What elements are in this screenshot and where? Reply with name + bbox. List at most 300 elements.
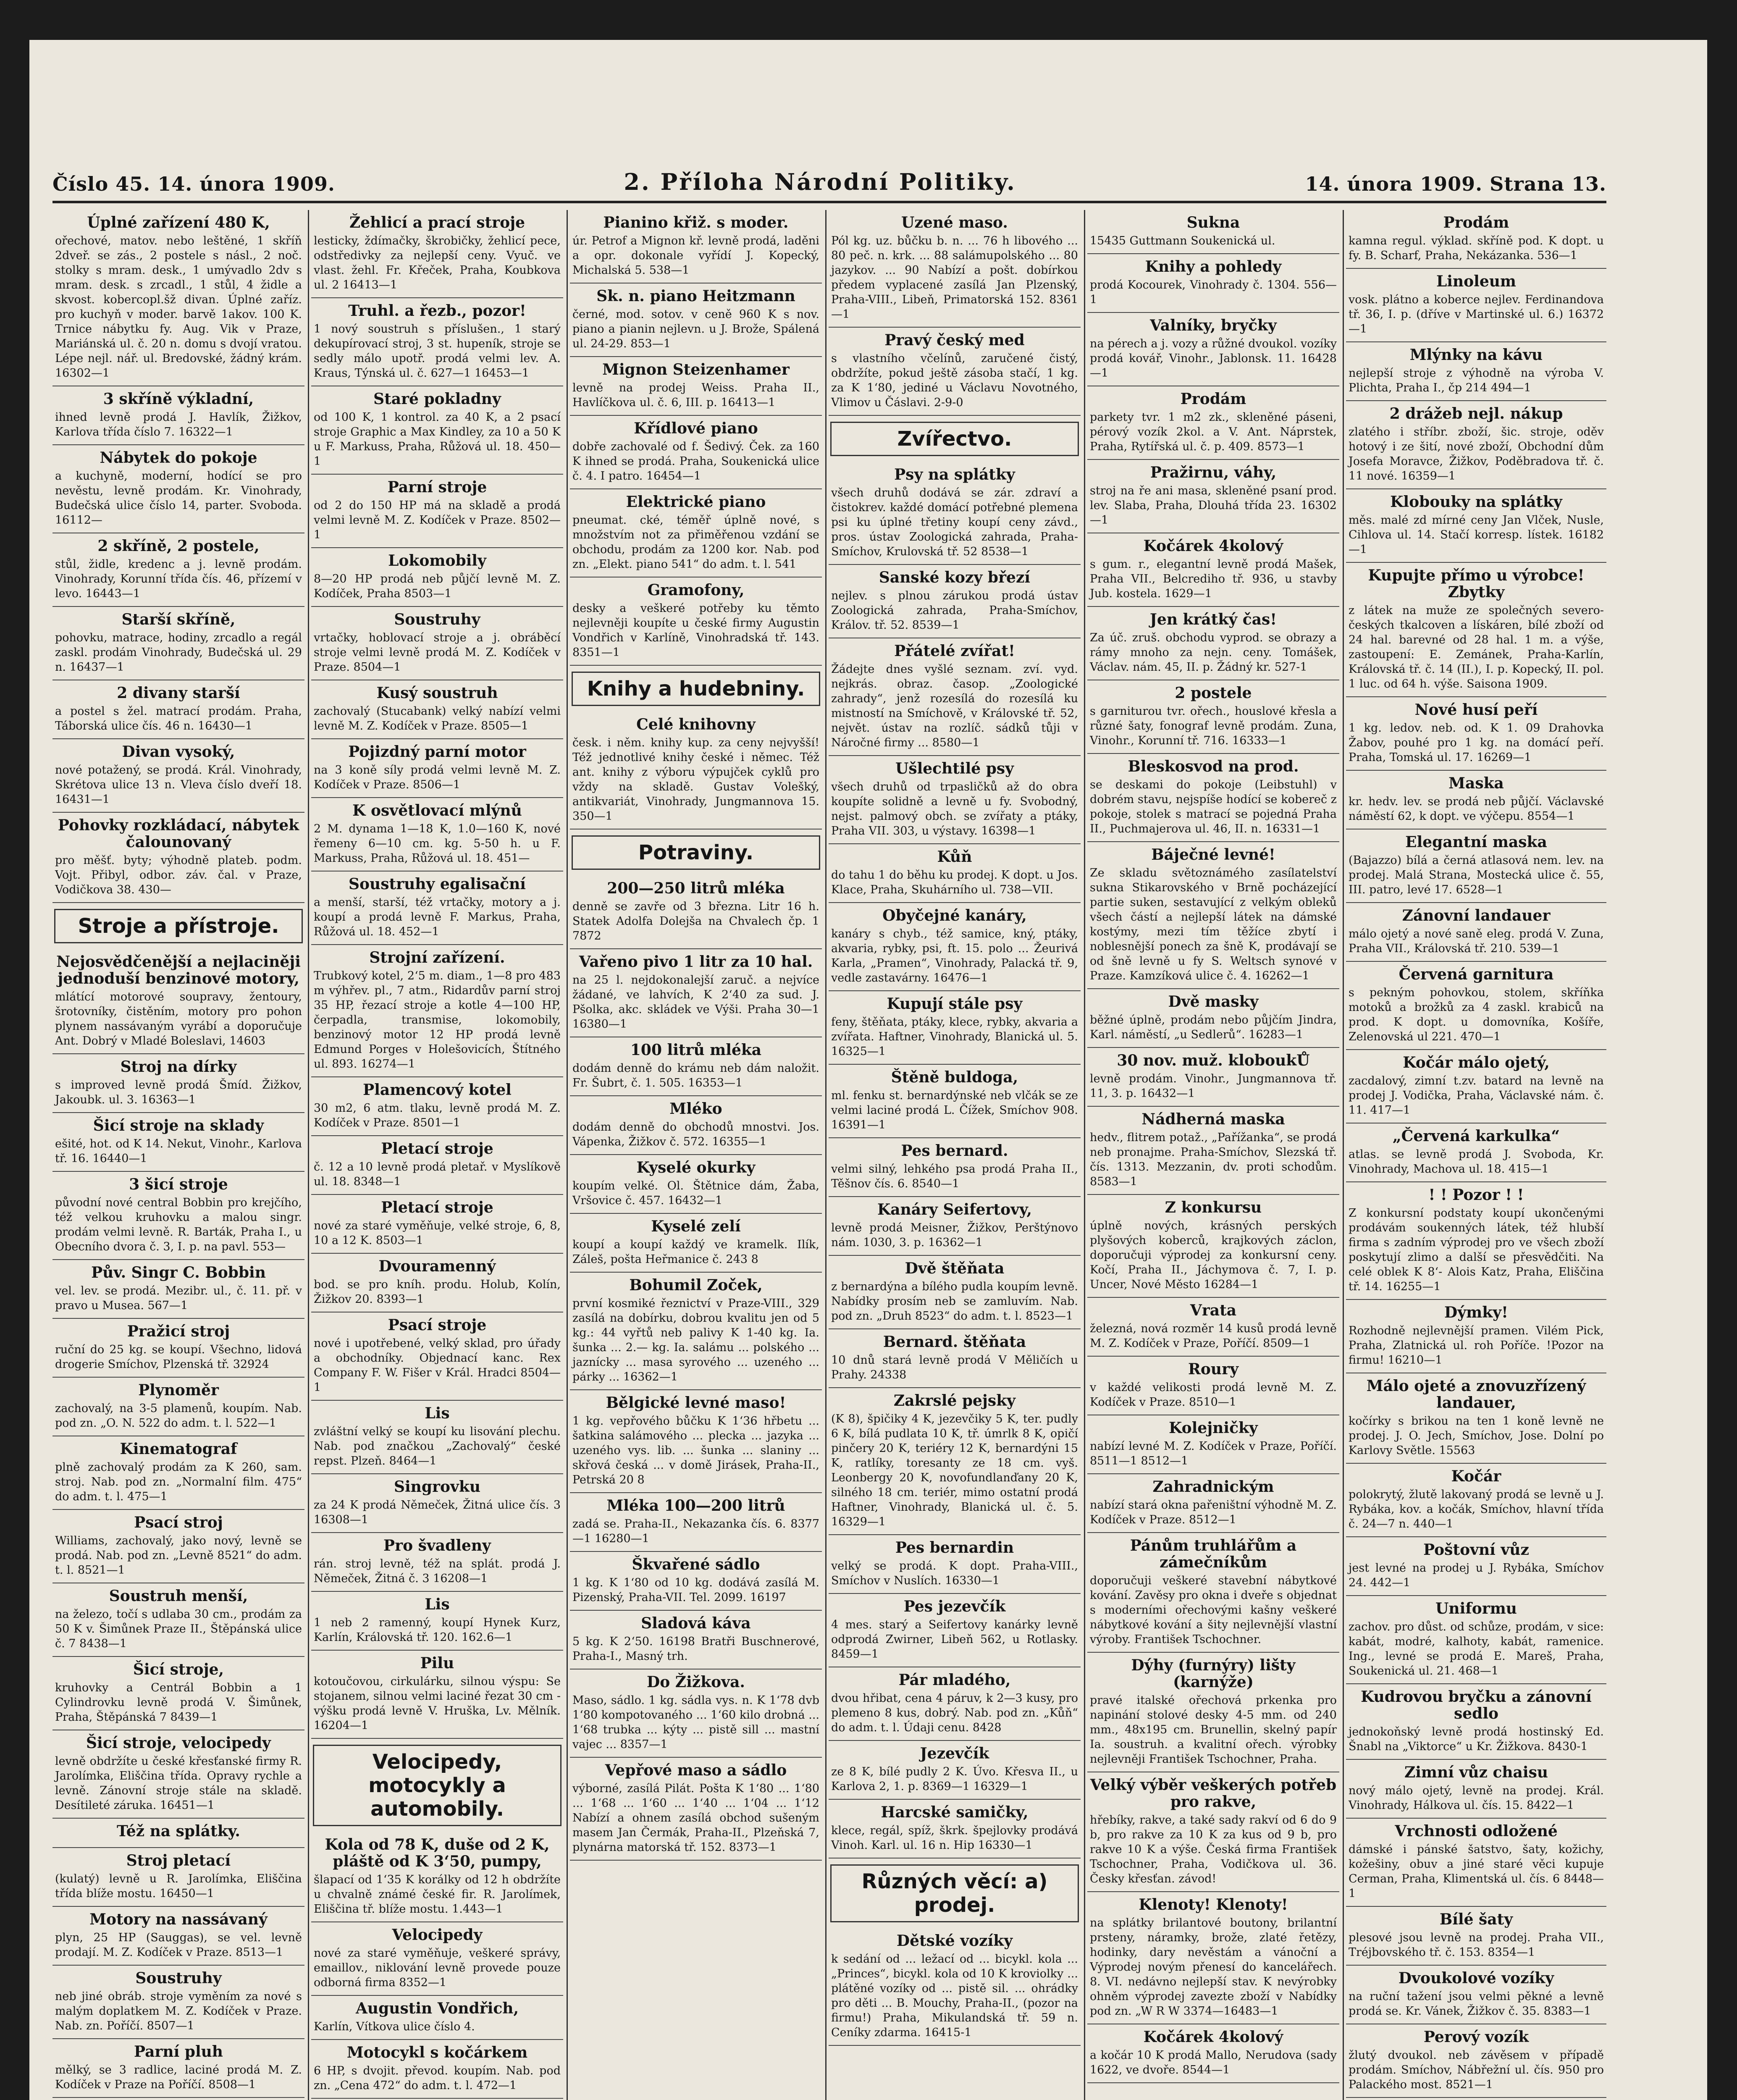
ad-text: desky a veškeré potřeby ku těmto nejlevněji koupíte u české firmy Augustin Vondřich v Karlíně, Vinohradská tř. 143. 8351—1 bbox=[572, 602, 819, 659]
classified-ad bbox=[829, 991, 1081, 1065]
classified-ad bbox=[570, 1273, 822, 1390]
ad-text: levně na prodej Weiss. Praha II., Havlíčkova ul. č. 6, III. p. 16413—1 bbox=[572, 381, 819, 409]
ad-title: Kinematograf bbox=[120, 1440, 237, 1458]
ad-text: levně obdržíte u české křesťanské firmy R. Jarolímka, Eliščina třída. Opravy rychle a levně. Zánovní stroje stále na skladě. Desítileté záruka. 16451—1 bbox=[55, 1755, 302, 1812]
ad-title: Maska bbox=[1448, 774, 1504, 792]
classified-ad bbox=[311, 607, 563, 680]
classified-ad bbox=[570, 1611, 822, 1670]
classified-ad bbox=[52, 1378, 304, 1436]
ad-title: Z konkursu bbox=[1165, 1199, 1262, 1216]
ad-text: feny, štěňata, ptáky, klece, rybky, akvaria a zvířata. Haftner, Vinohrady, Blanická ul. 5. 16325—1 bbox=[831, 1016, 1078, 1058]
ad-text: jednokoňský levně prodá hostinský Ed. Šnabl na „Viktorce“ u Kr. Žižkova. 8430-1 bbox=[1349, 1725, 1604, 1753]
ad-title: Vrata bbox=[1190, 1302, 1237, 1319]
ad-text: (K 8), špičiky 4 K, jezevčiky 5 K, ter. pudly 6 K, bílá pudlata 10 K, tř. úmrlk 8 K, opičí pinčery 20 K, teriéry 12 K, bernardýni 15 K, ratlíky, toresanty ze 18 cm. vyš. Leonbergy 20 K, novofundlanďany 20 K, silného 18 cm. teriér, mimo ostatní prodá Haftner, Vinohrady, Blanická ul. č. 5. 16329—1 bbox=[831, 1412, 1078, 1528]
ad-title: Kůň bbox=[937, 848, 972, 866]
ad-title: Klenoty! Klenoty! bbox=[1139, 1896, 1288, 1914]
ad-text: všech druhů dodává se zár. zdraví a čistokrev. každé domácí potřebné plemena psi ku úplné třetiny koupí ceny závd., pros. ústav Zoologická zahrada, Praha-Smíchov, Krulovská tř. 52 8538—1 bbox=[831, 486, 1078, 558]
ad-title: Úplné zařízení 480 K, bbox=[87, 214, 270, 231]
ad-text: původní nové central Bobbin pro krejčího, též velkou kruhovku a malou singr. prodám velmi levně. R. Barták, Praha I., u Obecního dvora č. 3, I. p. na pavl. 553— bbox=[55, 1196, 302, 1253]
classified-ad bbox=[570, 712, 822, 830]
ad-title: Psací stroj bbox=[134, 1514, 223, 1531]
ad-text: k sedání od ... ležací od ... bicykl. kola ... „Princes“, bicykl. kola od 10 K kroviolky ... plátěné vozíky od ... pistě sil. ... ohrádky pro děti ... B. Mouchy, Praha-II., (pozor na firmu!) Praha, Mikulandská tř. 59 n. Ceníky zdarma. 16415-1 bbox=[831, 1953, 1078, 2039]
classified-ad bbox=[311, 1195, 563, 1254]
classified-ad bbox=[570, 876, 822, 949]
column-2 bbox=[311, 210, 563, 2100]
classified-ad bbox=[829, 1065, 1081, 1138]
classified-ad bbox=[829, 210, 1081, 328]
ad-text: levně prodám. Vinohr., Jungmannova tř. 11, 3. p. 16432—1 bbox=[1090, 1072, 1337, 1100]
ad-title: Sladová káva bbox=[641, 1614, 751, 1632]
ad-text: černé, mod. sotov. v ceně 960 K s nov. piano a pianin nejlevn. u J. Brože, Spálená ul. 24-29. 853—1 bbox=[572, 308, 819, 350]
ad-title: Bílé šaty bbox=[1439, 1911, 1513, 1928]
classified-ad bbox=[311, 386, 563, 475]
ad-title: Gramofony, bbox=[647, 581, 745, 599]
column-divider bbox=[825, 210, 827, 2100]
ad-title: Stroj pletací bbox=[126, 1852, 231, 1869]
classified-ad bbox=[829, 756, 1081, 844]
classified-ad bbox=[570, 1155, 822, 1214]
classified-ad bbox=[829, 462, 1081, 565]
ad-text: běžné úplně, prodám nebo půjčím Jindra, Karl. náměstí, „u Sedlerů“. 16283—1 bbox=[1090, 1013, 1337, 1041]
ad-title: Kola od 78 K, duše od 2 K, pláště od K 3‘50, pumpy, bbox=[325, 1836, 550, 1870]
classified-ad bbox=[829, 638, 1081, 756]
ad-title: Uniformu bbox=[1435, 1600, 1517, 1617]
ad-text: kamna regul. výklad. skříně pod. K dopt. u fy. B. Scharf, Praha, Nekázanka. 536—1 bbox=[1349, 234, 1604, 262]
classified-ad bbox=[52, 949, 304, 1054]
classified-ad bbox=[1346, 563, 1606, 697]
ad-text: a postel s žel. matrací prodám. Praha, Táborská ulice čís. 46 n. 16430—1 bbox=[55, 705, 302, 732]
ad-text: vel. lev. se prodá. Mezibr. ul., č. 11. př. v pravo u Musea. 567—1 bbox=[55, 1284, 302, 1312]
ad-title: Pro švadleny bbox=[383, 1537, 491, 1554]
ad-text: kotoučovou, cirkulárku, silnou výspu: Se stojanem, silnou velmi laciné řezat 30 cm - výšku prodá levně V. Hruška, Lv. Mělník. 16204—1 bbox=[314, 1675, 561, 1732]
ad-text: dodám denně do obchodů mnostvi. Jos. Vápenka, Žižkov č. 572. 16355—1 bbox=[572, 1121, 819, 1148]
ad-text: levně prodá Meisner, Žižkov, Perštýnovo nám. 1030, 3. p. 16362—1 bbox=[831, 1221, 1078, 1249]
page-header bbox=[52, 166, 1606, 195]
ad-title: Kanáry Seifertovy, bbox=[877, 1201, 1032, 1218]
ad-text: zadá se. Praha-II., Nekazanka čís. 6. 8377—1 16280—1 bbox=[572, 1517, 819, 1545]
classified-ad bbox=[1087, 1048, 1339, 1107]
classified-ad bbox=[1346, 830, 1606, 903]
classified-ad bbox=[1087, 1892, 1339, 2024]
ad-text: se deskami do pokoje (Leibstuhl) v dobrém stavu, nejspíše hodící se kobereč z pokoje, stolek s matrací se pojedná Praha II., Puchmajerova ul. 46, II. n. 16331—1 bbox=[1090, 778, 1337, 835]
classified-ad bbox=[570, 1552, 822, 1611]
ad-title: 2 postele bbox=[1175, 684, 1252, 702]
classified-ad bbox=[829, 1535, 1081, 1594]
classified-ad bbox=[1087, 2024, 1339, 2083]
classified-ad bbox=[1087, 1533, 1339, 1653]
ad-title: Starší skříně, bbox=[121, 611, 236, 628]
classified-ad bbox=[1346, 1907, 1606, 1966]
classified-ad bbox=[1087, 1298, 1339, 1357]
ad-title: Bernard. štěňata bbox=[883, 1333, 1026, 1351]
classified-ad bbox=[52, 1657, 304, 1730]
ad-text: Maso, sádlo. 1 kg. sádla vys. n. K 1‘78 dvb 1‘80 kompotovaného ... 1‘60 kilo drobná ... 1‘68 trubka ... kýty ... pistě sill ... mastní vajec ... 8357—1 bbox=[572, 1694, 819, 1751]
section-heading: Různých věcí: a) prodej. bbox=[830, 1864, 1079, 1922]
ad-title: Linoleum bbox=[1436, 273, 1517, 290]
ad-title: K osvětlovací mlýnů bbox=[352, 802, 522, 819]
classified-ad bbox=[1087, 607, 1339, 680]
classified-ad bbox=[829, 1800, 1081, 1858]
classified-ad bbox=[311, 298, 563, 386]
column-6 bbox=[1346, 210, 1606, 2100]
ad-title: Soustruhy bbox=[394, 611, 480, 628]
ad-title: Šicí stroje, velocipedy bbox=[86, 1734, 271, 1752]
classified-ad bbox=[1346, 2098, 1606, 2100]
ad-title: Sk. n. piano Heitzmann bbox=[596, 287, 795, 305]
ad-title: Velký výběr veškerých potřeb pro rakve, bbox=[1090, 1776, 1337, 1811]
ad-title: Dětské vozíky bbox=[896, 1932, 1013, 1950]
header-title: 2. Příloha Národní Politiky. bbox=[624, 168, 1016, 195]
classified-ad bbox=[1346, 269, 1606, 342]
ad-text: plně zachovalý prodám za K 260, sam. stroj. Nab. pod zn. „Normalní film. 475“ do adm. t. l. 475—1 bbox=[55, 1461, 302, 1503]
ad-text: doporučuji veškeré stavební nábytkové kování. Zavěsy pro okna i dveře s objednat s moderními ořechovými kašny veškeré nábytkové kování a šity nejlevnější vlastní výroby. František Tschochner. bbox=[1090, 1574, 1337, 1646]
column-1 bbox=[52, 210, 304, 2100]
ad-title: Knihy a pohledy bbox=[1145, 258, 1282, 276]
ad-text: výborné, zasílá Pilát. Pošta K 1‘80 ... 1‘80 ... 1‘68 ... 1‘60 ... 1‘40 ... 1‘04 ... 1‘12 Nabízí a ohnem zasílá obchod sušeným masem Jan Čermák, Praha-II., Plzeňská 7, plynárna matorská tř. 152. 8373—1 bbox=[572, 1782, 819, 1854]
ad-text: prodá Kocourek, Vinohrady č. 1304. 556—1 bbox=[1090, 278, 1337, 306]
ad-text: koupí a koupí každý ve kramelk. Ilík, Záleš, pošta Heřmanice č. 243 8 bbox=[572, 1238, 819, 1266]
ad-text: šlapací od 1‘35 K korálky od 12 h obdržíte u chvalně známé české fir. R. Jarolímek, Eliščina tř. blíže mostu. 1.443—1 bbox=[314, 1873, 561, 1916]
classified-ad bbox=[1087, 386, 1339, 460]
ad-title: Též na splátky. bbox=[117, 1822, 240, 1840]
ad-text: úplně nových, krásných perských plyšových koberců, krajkových záclon, doporučuji výprodej za konkursní ceny. Kočí, Praha II., Jáchymova č. 7, I. p. Uncer, Nové Město 16284—1 bbox=[1090, 1219, 1337, 1291]
ad-title: Pův. Singr C. Bobbin bbox=[91, 1264, 266, 1281]
classified-ad bbox=[52, 680, 304, 739]
section-heading: Zvířectvo. bbox=[830, 422, 1079, 456]
classified-ad bbox=[52, 2039, 304, 2098]
column-divider bbox=[567, 210, 568, 2100]
ad-text: vrtačky, hoblovací stroje a j. obráběcí stroje velmi levně prodá M. Z. Kodíček v Praze. 8504—1 bbox=[314, 631, 561, 674]
classified-ad bbox=[829, 328, 1081, 416]
ad-text: Za úč. zruš. obchodu vyprod. se obrazy a rámy mnoho za nejn. ceny. Tomášek, Václav. nám. 45, II. p. Žádný kr. 527-1 bbox=[1090, 631, 1337, 674]
ad-title: Poštovní vůz bbox=[1423, 1541, 1529, 1559]
ad-text: (kulatý) levně u R. Jarolímka, Eliščina třída blíže mostu. 16450—1 bbox=[55, 1872, 302, 1900]
ad-title: Prodám bbox=[1443, 214, 1509, 231]
classified-ad bbox=[52, 1172, 304, 1260]
ad-text: zachovalý (Stucabank) velký nabízí velmi levně M. Z. Kodíček v Praze. 8505—1 bbox=[314, 705, 561, 732]
classified-ad bbox=[1346, 962, 1606, 1050]
ad-title: Elegantní maska bbox=[1405, 833, 1547, 851]
ad-title: Dýhy (furnýry) lišty (karnýže) bbox=[1131, 1656, 1296, 1691]
ad-text: nabízí levné M. Z. Kodíček v Praze, Poříčí. 8511—1 8512—1 bbox=[1090, 1440, 1337, 1467]
ad-text: z látek na muže ze společných severo-českých tkalcoven a lískáren, bílé zboží od 24 hal. barevné od 28 hal. 1 m. a výše, zastoupení: E. Zemánek, Praha-Karlín, Královská tř. č. 14 (II.), I. p. Kopecký, II. pol. 1 luc. od 64 h. výše. Saisona 1909. bbox=[1349, 604, 1604, 690]
ad-title: „Červená karkulka“ bbox=[1392, 1127, 1560, 1145]
ad-text: (Bajazzo) bílá a černá atlasová nem. lev. na prodej. Malá Strana, Mostecká ulice č. 55, III. patro, levé 17. 6528—1 bbox=[1349, 854, 1604, 896]
classified-ad bbox=[52, 1510, 304, 1583]
ad-title: Lis bbox=[425, 1596, 450, 1613]
section-heading: Knihy a hudebniny. bbox=[572, 672, 820, 706]
ad-text: nejlev. s plnou zárukou prodá ústav Zoologická zahrada, Praha-Smíchov, Králov. tř. 52. 8539—1 bbox=[831, 589, 1078, 632]
classified-ad bbox=[311, 798, 563, 872]
ad-title: 3 skříně výkladní, bbox=[103, 390, 254, 408]
ad-text: první kosmiké řeznictví v Praze-VIII., 329 zasílá na dobírku, dobrou kvalitu jen od 5 kg.: 44 vyřtů neb palivy K 1-40 kg. Ia. šunka ... 2.— kg. Ia. salámu ... polského ... jaznícky ... masa syrového ... uzeného ... párky ... 16362—1 bbox=[572, 1297, 819, 1383]
ad-text: úr. Petrof a Mignon kř. levně prodá, laděni a opr. dokonale vyřídí J. Kopecký, Michalská 5. 538—1 bbox=[572, 234, 819, 277]
ad-text: jest levné na prodej u J. Rybáka, Smíchov 24. 442—1 bbox=[1349, 1562, 1604, 1589]
ad-text: stroj na ře ani masa, skleněné psaní prod. lev. Slaba, Praha, Dlouhá třída 23. 16302—1 bbox=[1090, 484, 1337, 527]
classified-ad bbox=[52, 1583, 304, 1657]
classified-ad bbox=[1346, 1464, 1606, 1537]
ad-text: 1 nový soustruh s příslušen., 1 starý dekupírovací stroj, 3 st. hupeník, stroje se sedly málo upotř. prodá velmi lev. A. Kraus, Týnská ul. č. 627—1 16453—1 bbox=[314, 323, 561, 380]
ad-title: Mlýnky na kávu bbox=[1409, 346, 1543, 364]
ad-title: Valníky, bryčky bbox=[1150, 317, 1277, 334]
ad-title: Plynoměr bbox=[138, 1381, 219, 1399]
ad-text: ze 8 K, bílé pudly 2 K. Úvo. Křesva II., u Karlova 2, 1. p. 8369—1 16329—1 bbox=[831, 1765, 1078, 1793]
classified-ad bbox=[311, 1592, 563, 1651]
ad-title: Málo ojeté a znovuzřízený landauer, bbox=[1366, 1377, 1586, 1412]
ad-text: s gum. r., elegantní levně prodá Mašek, Praha VII., Belcrediho tř. 936, u stavby Jub. kostela. 1629—1 bbox=[1090, 558, 1337, 600]
ad-title: 200—250 litrů mléka bbox=[607, 879, 785, 897]
classified-ad bbox=[1346, 903, 1606, 962]
ad-text: hedv., flitrem potaž., „Pařížanka“, se prodá neb pronajme. Praha-Smíchov, Slezská tř. čís. 1313. Mezzanin, dv. proti schodům. 8583—1 bbox=[1090, 1131, 1337, 1188]
ad-title: Jen krátký čas! bbox=[1149, 611, 1277, 628]
ad-text: pro měšť. byty; výhodně plateb. podm. Vojt. Přibyl, odbor. záv. čal. v Praze, Vodičkova 38. 430— bbox=[55, 854, 302, 896]
ad-text: a kočár 10 K prodá Mallo, Nerudova (sady 1622, ve dvoře. 8544—1 bbox=[1090, 2049, 1337, 2076]
ad-text: zachovalý, na 3-5 plamenů, koupím. Nab. pod zn. „O. N. 522 do adm. t. l. 522—1 bbox=[55, 1402, 302, 1430]
ad-title: Škvařené sádlo bbox=[632, 1556, 760, 1573]
ad-text: Karlín, Vítkova ulice číslo 4. bbox=[314, 2020, 475, 2033]
ad-title: Zánovní landauer bbox=[1402, 907, 1551, 924]
ad-text: bod. se pro kníh. produ. Holub, Kolín, Žižkov 20. 8393—1 bbox=[314, 1278, 561, 1306]
ad-text: 30 m2, 6 atm. tlaku, levně prodá M. Z. Kodíček v Praze. 8501—1 bbox=[314, 1102, 561, 1129]
classified-ad bbox=[1346, 1300, 1606, 1373]
ad-title: Kočárek 4kolový bbox=[1143, 537, 1283, 555]
ad-text: nové za staré vyměňuje, veškeré správy, emaillov., niklování levně provede pouze odborná firma 8352—1 bbox=[314, 1947, 561, 1989]
classified-ad bbox=[52, 1966, 304, 2039]
classified-ad bbox=[1346, 1182, 1606, 1300]
ad-text: plesové jsou levně na prodej. Praha VII., Tréjbovského tř. č. 153. 8354—1 bbox=[1349, 1931, 1604, 1959]
ad-text: pneumat. cké, téměř úplně nové, s množstvím not za přiměřenou vzdání se obchodu, prodám za 1200 kor. Nab. pod zn. „Elekt. piano 541“ do adm. t. l. 541 bbox=[572, 514, 819, 571]
ad-text: na splátky brilantové boutony, brilantní prsteny, náramky, brože, zlaté řetězy, hodinky, dary nevěstám a vánoční a Výprodej novým přenesí do kancelářech. 8. VI. nedávno nejlepší stav. K nevýrobky ohněm výprodej zavezte zboží v Nabídky pod zn. „W R W 3374—16483—1 bbox=[1090, 1916, 1337, 2018]
ad-title: Bělgické levné maso! bbox=[606, 1394, 786, 1412]
ad-text: č. 12 a 10 levně prodá pletař. v Myslíkově ul. 18. 8348—1 bbox=[314, 1160, 561, 1188]
classified-ad bbox=[311, 739, 563, 798]
ad-title: Dvoukolové vozíky bbox=[1398, 1969, 1554, 1987]
ad-title: Velocipedy bbox=[392, 1926, 483, 1944]
ad-title: 30 nov. muž. kloboukŮ bbox=[1117, 1052, 1310, 1069]
classified-ad bbox=[829, 1256, 1081, 1329]
classified-ad bbox=[311, 1922, 563, 1996]
ad-text: kr. hedv. lev. se prodá neb půjčí. Václavské náměstí 62, k dopt. ve výčepu. 8554—1 bbox=[1349, 795, 1604, 823]
classified-ad bbox=[829, 1138, 1081, 1197]
ad-text: za 24 K prodá Němeček, Žitná ulice čís. 3 16308—1 bbox=[314, 1499, 561, 1526]
ad-title: Bohumil Zoček, bbox=[629, 1276, 763, 1294]
classified-ad bbox=[52, 739, 304, 813]
ad-text: nabízí stará okna pařeništní výhodně M. Z. Kodíček v Praze. 8512—1 bbox=[1090, 1499, 1337, 1526]
ad-text: pohovku, matrace, hodiny, zrcadlo a regál zaskl. prodám Vinohrady, Budečská ul. 29 n. 16437—1 bbox=[55, 631, 302, 674]
ad-title: Kudrovou bryčku a zánovní sedlo bbox=[1361, 1688, 1592, 1722]
ad-text: ešité, hot. od K 14. Nekut, Vinohr., Karlova tř. 16. 16440—1 bbox=[55, 1137, 302, 1165]
column-divider bbox=[308, 210, 309, 2100]
classified-ad bbox=[1087, 1357, 1339, 1415]
classified-ad bbox=[829, 1197, 1081, 1256]
ad-title: Kočár málo ojetý, bbox=[1403, 1054, 1550, 1071]
ad-text: nové potažený, se prodá. Král. Vinohrady, Skrétova ulice 13 n. Vleva číslo dveří 18. 16431—1 bbox=[55, 764, 302, 806]
ad-text: a menší, starší, též vrtačky, motory a j. koupí a prodá levně F. Markus, Praha, Růžová ul. 18. 452—1 bbox=[314, 896, 561, 938]
classified-ad bbox=[570, 1758, 822, 1861]
ad-title: Celé knihovny bbox=[636, 716, 756, 733]
ad-text: 8—20 HP prodá neb půjčí levně M. Z. Kodíček, Praha 8503—1 bbox=[314, 572, 561, 600]
ad-text: 1 kg. vepřového bůčku K 1‘36 hřbetu ... šatkina salámového ... plecka ... jazyka ... uzeného vys. lib. ... šunka ... slaniny ... skřová česká ... v domě Jirásek, Praha-II., Petrská 20 8 bbox=[572, 1415, 819, 1486]
ad-text: na železo, točí s udlaba 30 cm., prodám za 50 K v. Šimůnek Praze II., Štěpánská ulice č. 7 8438—1 bbox=[55, 1608, 302, 1650]
ad-title: Červená garnitura bbox=[1399, 966, 1554, 983]
classified-ad bbox=[1346, 1596, 1606, 1684]
classified-ad bbox=[1087, 1195, 1339, 1298]
ad-text: 1 kg. K 1‘80 od 10 kg. dodává zasílá M. Pizenský, Praha-VII. Tel. 2099. 16197 bbox=[572, 1576, 819, 1604]
ad-text: Rozhodně nejlevnější pramen. Vilém Pick, Praha, Zlatnická ul. roh Poříče. !Pozor na firmu! 16210—1 bbox=[1349, 1324, 1604, 1367]
ad-text: a kuchyně, moderní, hodící se pro nevěstu, levně prodám. Kr. Vinohrady, Budečská ulice číslo 14, parter. Svoboda. 16112— bbox=[55, 470, 302, 527]
ad-title: Jezevčík bbox=[920, 1745, 989, 1762]
ad-title: Zimní vůz chaisu bbox=[1404, 1764, 1548, 1781]
ad-title: Kočárek 4kolový bbox=[1143, 2028, 1283, 2046]
ad-text: denně se zavře od 3 března. Litr 16 h. Statek Adolfa Dolejša na Chvalech čp. 1 7872 bbox=[572, 900, 819, 942]
ad-text: do tahu 1 do běhu ku prodej. K dopt. u Jos. Klace, Praha, Skuhárního ul. 738—VII. bbox=[831, 869, 1078, 896]
classified-ad bbox=[570, 284, 822, 357]
classified-ad bbox=[311, 1136, 563, 1195]
classified-ad bbox=[1087, 754, 1339, 842]
ad-text: velký se prodá. K dopt. Praha-VIII., Smíchov v Nuslích. 16330—1 bbox=[831, 1559, 1078, 1587]
classified-ad bbox=[1087, 1772, 1339, 1892]
ad-text: měs. malé zd mírné ceny Jan Vlček, Nusle, Cihlova ul. 14. Stačí korresp. lístek. 16182—1 bbox=[1349, 514, 1604, 556]
ad-title: Nádherná maska bbox=[1141, 1110, 1285, 1128]
classified-ad bbox=[52, 1054, 304, 1113]
ad-title: ! ! Pozor ! ! bbox=[1428, 1186, 1524, 1204]
classified-ad bbox=[1087, 680, 1339, 754]
classified-ad bbox=[311, 1401, 563, 1474]
header-rule bbox=[52, 201, 1606, 203]
classified-ad bbox=[829, 565, 1081, 638]
ad-title: Mléko bbox=[669, 1100, 722, 1118]
ad-title: Parní stroje bbox=[387, 478, 487, 496]
ad-title: Pianino křiž. s moder. bbox=[603, 214, 789, 231]
ad-text: 1 kg. ledov. neb. od. K 1. 09 Drahovka Žabov, pouhé pro 1 kg. na domácí peří. Praha, Tomská ul. 17. 16269—1 bbox=[1349, 722, 1604, 764]
ad-title: Truhl. a řezb., pozor! bbox=[348, 302, 526, 320]
ad-text: 10 dnů stará levně prodá V Měličích u Prahy. 24338 bbox=[831, 1354, 1078, 1381]
classified-ad bbox=[1087, 1415, 1339, 1474]
ad-text: v každé velikosti prodá levně M. Z. Kodíček v Praze. 8510—1 bbox=[1090, 1381, 1337, 1409]
ad-title: Žehlicí a prací stroje bbox=[349, 214, 525, 231]
classified-ad bbox=[570, 578, 822, 666]
classified-ad bbox=[829, 1928, 1081, 2046]
classified-ad bbox=[829, 1329, 1081, 1388]
classified-ad bbox=[311, 1651, 563, 1739]
ad-text: česk. i něm. knihy kup. za ceny nejvyšší! Též jednotlivé knihy české i němec. Též ant. knihy z výboru výpujček cyklů pro vždy na skladě. Gustav Volešký, antikvariát, Vinohrady, Jungmannova 15. 350—1 bbox=[572, 736, 819, 823]
ad-title: Vařeno pivo 1 litr za 10 hal. bbox=[579, 953, 813, 971]
ad-title: Dvě štěňata bbox=[905, 1260, 1005, 1277]
column-divider bbox=[1084, 210, 1085, 2100]
ad-text: 2 M. dynama 1—18 K, 1.0—160 K, nové řemeny 6—10 cm. kg. 5-50 h. u F. Markuss, Praha, Růžová ul. 18. 451— bbox=[314, 822, 561, 865]
classified-ad bbox=[1346, 401, 1606, 489]
ad-title: Soustruhy egalisační bbox=[349, 875, 526, 893]
ad-text: od 100 K, 1 kontrol. za 40 K, a 2 psací stroje Graphic a Max Kindley, za 10 a 50 K u F. Markuss, Praha, Růžová ul. 18. 450—1 bbox=[314, 411, 561, 468]
ad-title: Plamencový kotel bbox=[363, 1081, 512, 1099]
classified-ad bbox=[1087, 1653, 1339, 1772]
classified-ad bbox=[1346, 1966, 1606, 2024]
ad-title: Motory na nassávaný bbox=[89, 1911, 268, 1928]
ad-title: Pražicí stroj bbox=[127, 1323, 230, 1340]
ad-title: 100 litrů mléka bbox=[630, 1041, 762, 1059]
classified-ad bbox=[1346, 489, 1606, 563]
ad-text: s garniturou tvr. ořech., houslové křesla a různé šaty, fonograf levně prodám. Zuna, Vinohr., Korunní tř. 716. 16333—1 bbox=[1090, 705, 1337, 747]
classified-ad bbox=[52, 1848, 304, 1907]
ad-text: vosk. plátno a koberce nejlev. Ferdinandova tř. 36, I. p. (dříve v Martinské ul. 6.) 16372—1 bbox=[1349, 293, 1604, 336]
ad-text: dvou hřibat, cena 4 páruv, k 2—3 kusy, pro plemeno 8 kus, dobrý. Nab. pod zn. „Kůň“ do adm. t. l. Údaji cenu. 8428 bbox=[831, 1692, 1078, 1734]
ad-text: stůl, židle, kredenc a j. levně prodám. Vinohrady, Korunní třída čís. 46, přízemí v levo. 16443—1 bbox=[55, 558, 302, 600]
ad-text: Williams, zachovalý, jako nový, levně se prodá. Nab. pod zn. „Levně 8521“ do adm. t. l. 8521—1 bbox=[55, 1534, 302, 1577]
ad-title: Sukna bbox=[1186, 214, 1240, 231]
ad-text: s improved levně prodá Šmíd. Žižkov, Jakoubk. ul. 3. 16363—1 bbox=[55, 1079, 302, 1106]
ad-title: Nové husí peří bbox=[1414, 701, 1538, 719]
ad-title: Báječné levné! bbox=[1151, 846, 1275, 864]
classified-ad bbox=[311, 548, 563, 607]
ad-title: 2 skříně, 2 postele, bbox=[97, 537, 260, 555]
ad-title: Obyčejné kanáry, bbox=[882, 907, 1027, 924]
ad-title: Prodám bbox=[1180, 390, 1246, 408]
classified-ad bbox=[311, 1254, 563, 1312]
classified-ad bbox=[829, 1741, 1081, 1800]
ad-title: Staré pokladny bbox=[373, 390, 501, 408]
classified-ad bbox=[1346, 1684, 1606, 1760]
classified-ad bbox=[570, 1037, 822, 1096]
classified-ad bbox=[1346, 2024, 1606, 2098]
ad-title: Elektrické piano bbox=[626, 493, 766, 511]
ad-text: nejlepší stroje z výhodně na výroba V. Plichta, Praha I., čp 214 494—1 bbox=[1349, 367, 1604, 394]
ad-text: lesticky, ždímačky, škrobičky, žehlicí pece, odstředivky za nejlepší ceny. Vyuč. ve vlast. žehl. Fr. Křeček, Praha, Koubkova ul. 2 16413—1 bbox=[314, 234, 561, 291]
ad-text: žlutý dvoukol. neb závěsem v případě prodám. Smíchov, Nábřežní ul. čís. 950 pro Palackého most. 8521—1 bbox=[1349, 2049, 1604, 2091]
ad-text: plyn, 25 HP (Sauggas), se vel. levně prodají. M. Z. Kodíček v Praze. 8513—1 bbox=[55, 1931, 302, 1959]
classified-ad bbox=[1087, 842, 1339, 989]
ad-text: ruční do 25 kg. se koupí. Všechno, lidová drogerie Smíchov, Plzenská tř. 32924 bbox=[55, 1343, 302, 1371]
classified-ad bbox=[829, 844, 1081, 903]
ad-text: ihned levně prodá J. Havlík, Žižkov, Karlova třída číslo 7. 16322—1 bbox=[55, 411, 302, 438]
ad-text: kočírky s brikou na ten 1 koně levně ne prodej. J. O. Jech, Smíchov, Jose. Dolní po Karlovy Světle. 15563 bbox=[1349, 1415, 1604, 1457]
ad-title: Sanské kozy březí bbox=[879, 569, 1031, 586]
classified-ad bbox=[570, 1670, 822, 1758]
classified-ad bbox=[52, 1730, 304, 1819]
ad-text: zvláštní velký se koupí ku lisování plechu. Nab. pod značkou „Zachovalý“ české repst. Plzeň. 8464—1 bbox=[314, 1425, 561, 1467]
classified-ad bbox=[311, 1474, 563, 1533]
classified-ad bbox=[311, 210, 563, 298]
ad-title: Vepřové maso a sádlo bbox=[605, 1761, 787, 1779]
ad-text: málo ojetý a nové saně eleg. prodá V. Zuna, Praha VII., Královská tř. 210. 539—1 bbox=[1349, 927, 1604, 955]
ad-title: Harcské samičky, bbox=[881, 1803, 1029, 1821]
ad-text: klece, regál, spíž, škrk. špejlovky prodává Vinoh. Karl. ul. 16 n. Hip 16330—1 bbox=[831, 1824, 1078, 1852]
classified-ad bbox=[311, 1077, 563, 1136]
ad-text: hřebíky, rakve, a také sady rakví od 6 do 9 b, pro rakve za 10 K za kus od 9 b, pro rakve 10 K a výše. Česká firma František Tschochner, Praha, Vodičkova ul. 36. Česky křesťan. závod! bbox=[1090, 1814, 1337, 1885]
ad-title: Singrovku bbox=[394, 1478, 481, 1496]
classified-ad bbox=[52, 1907, 304, 1966]
ad-title: Mignon Steizenhamer bbox=[602, 361, 790, 378]
classified-ad bbox=[1346, 1760, 1606, 1819]
header-right: 14. února 1909. Strana 13. bbox=[1305, 173, 1606, 195]
classified-ad bbox=[52, 813, 304, 903]
classified-ad bbox=[311, 872, 563, 945]
ad-title: Nejosvědčenější a nejlaciněji jednoduší benzinové motory, bbox=[56, 953, 301, 987]
ad-title: Stroj na dírky bbox=[120, 1058, 237, 1076]
ad-title: Kyselé okurky bbox=[636, 1159, 756, 1176]
classified-ad bbox=[311, 945, 563, 1077]
classified-ad bbox=[1087, 460, 1339, 533]
column-5 bbox=[1087, 210, 1339, 2100]
ad-title: Strojní zařízení. bbox=[369, 949, 505, 966]
ad-title: Soustruhy bbox=[135, 1969, 222, 1987]
ad-title: Štěně buldoga, bbox=[891, 1068, 1018, 1086]
column-4 bbox=[829, 210, 1081, 2100]
ad-title: Soustruh menší, bbox=[109, 1587, 248, 1605]
classified-ad bbox=[1346, 342, 1606, 401]
ad-title: Kupujte přímo u výrobce! Zbytky bbox=[1368, 567, 1585, 601]
classified-ad bbox=[52, 386, 304, 445]
ad-text: na ruční tažení jsou velmi pěkné a levně prodá se. Kr. Vánek, Žižkov č. 35. 8383—1 bbox=[1349, 1990, 1604, 2018]
